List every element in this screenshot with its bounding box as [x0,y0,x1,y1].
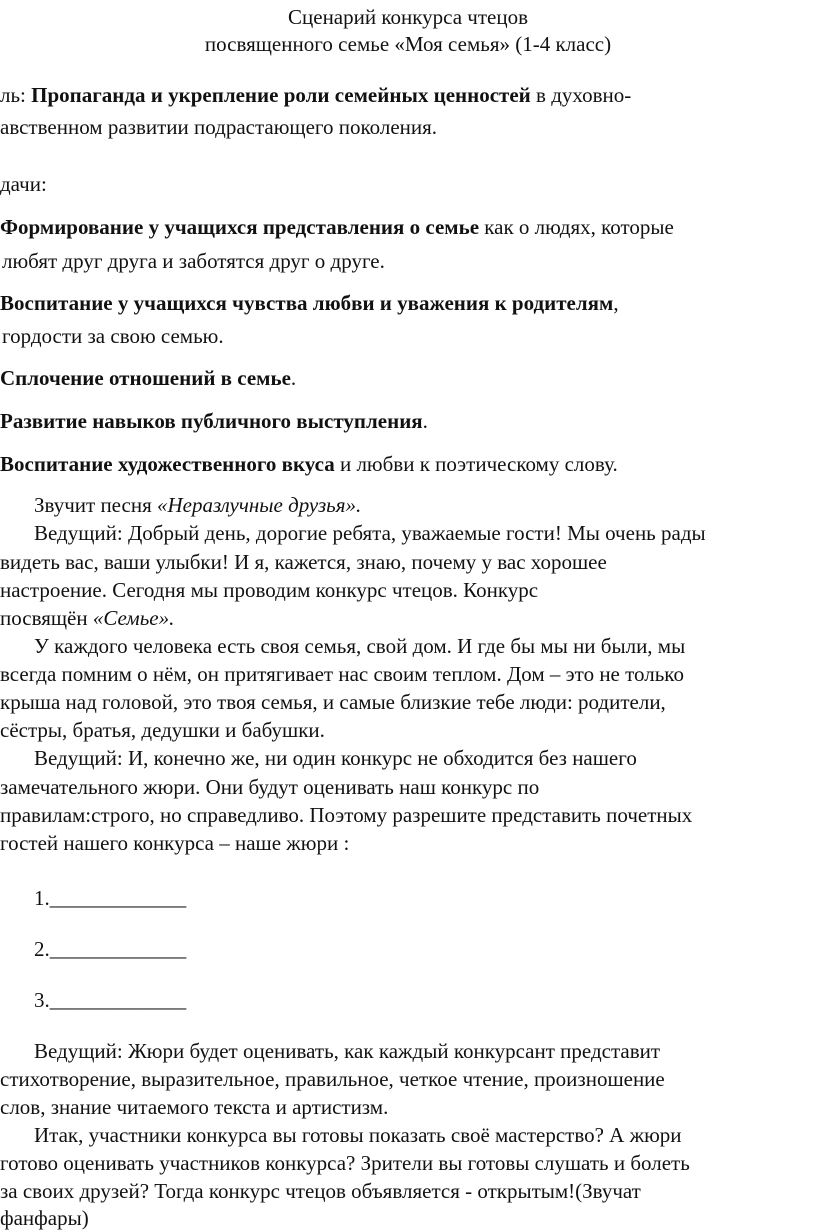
task-item-1 [0,214,674,240]
task-item-4 [0,408,428,434]
task-item-5 [0,451,618,477]
dedicated-line [0,605,174,631]
task-item-3-rest: . [290,366,297,390]
jury-item-3: 3._____________ [34,988,187,1012]
final-line1: Итак, участники конкурса вы готовы показать своё мастерство? А жюри [34,1123,682,1147]
dedicated-title: «Семье». [92,606,175,630]
task-item-1-bold: Формирование у учащихся представления о семье [0,215,480,239]
host2-line3: правилам:строго, но справедливо. Поэтому разрешите представить почетных [0,803,693,827]
goal-line2: авственном развитии подрастающего поколения. [0,115,438,139]
task-item-2-line2: гордости за свою семью. [2,324,224,348]
doc-title-line1: Сценарий конкурса чтецов [288,5,528,29]
host3-line2: стихотворение, выразительное, правильное, четкое чтение, произношение [0,1067,665,1091]
song-prefix: Звучит песня [34,493,157,517]
tasks-label: дачи: [0,172,47,196]
host1-line1: Ведущий: Добрый день, дорогие ребята, уважаемые гости! Мы очень рады [34,521,706,545]
host1-line3: настроение. Сегодня мы проводим конкурс чтецов. Конкурс [0,578,539,602]
goal-label: ль: [0,83,32,107]
task-item-3-bold: Сплочение отношений в семье [0,366,291,390]
task-item-2-rest: , [613,291,619,315]
task-item-3 [0,365,296,391]
host2-line4: гостей нашего конкурса – наше жюри : [0,831,350,855]
host1-line2: видеть вас, ваши улыбки! И я, кажется, знаю, почему у вас хорошее [0,550,607,574]
final-line4: фанфары) [0,1206,89,1230]
goal-line1 [0,82,631,108]
task-item-4-bold: Развитие навыков публичного выступления [0,409,423,433]
goal-bold: Пропаганда и укрепление роли семейных ценностей [31,83,531,107]
jury-item-2: 2._____________ [34,937,187,961]
host2-line1: Ведущий: И, конечно же, ни один конкурс не обходится без нашего [34,746,637,770]
final-line3: за своих друзей? Тогда конкурс чтецов объявляется - открытым!(Звучат [0,1179,641,1203]
task-item-1-rest: как о людях, которые [479,215,674,239]
final-line2: готово оценивать участников конкурса? Зрители вы готовы слушать и болеть [0,1151,690,1175]
task-item-2-bold: Воспитание у учащихся чувства любви и уважения к родителям [0,291,614,315]
doc-title-line2: посвященного семье «Моя семья» (1-4 класс) [204,32,612,56]
host3-line3: слов, знание читаемого текста и артистизм. [0,1095,389,1119]
family-line4: сёстры, братья, дедушки и бабушки. [0,718,325,742]
task-item-2 [0,290,619,316]
jury-item-1: 1._____________ [34,886,187,910]
host3-line1: Ведущий: Жюри будет оценивать, как каждый конкурсант представит [34,1039,661,1063]
host2-line2: замечательного жюри. Они будут оценивать наш конкурс по [0,775,540,799]
goal-rest: в духовно- [530,83,632,107]
family-line1: У каждого человека есть своя семья, свой дом. И где бы мы ни были, мы [34,634,686,658]
family-line3: крыша над головой, это твоя семья, и самые близкие тебе люди: родители, [0,690,666,714]
family-line2: всегда помним о нём, он притягивает нас своим теплом. Дом – это не только [0,662,684,686]
song-line [34,492,361,518]
task-item-1-line2: любят друг друга и заботятся друг о друге. [2,249,385,273]
dedicated-prefix: посвящён [0,606,93,630]
task-item-5-rest: и любви к поэтическому слову. [334,452,618,476]
task-item-5-bold: Воспитание художественного вкуса [0,452,335,476]
task-item-4-rest: . [422,409,428,433]
song-title: «Неразлучные друзья». [157,493,362,517]
